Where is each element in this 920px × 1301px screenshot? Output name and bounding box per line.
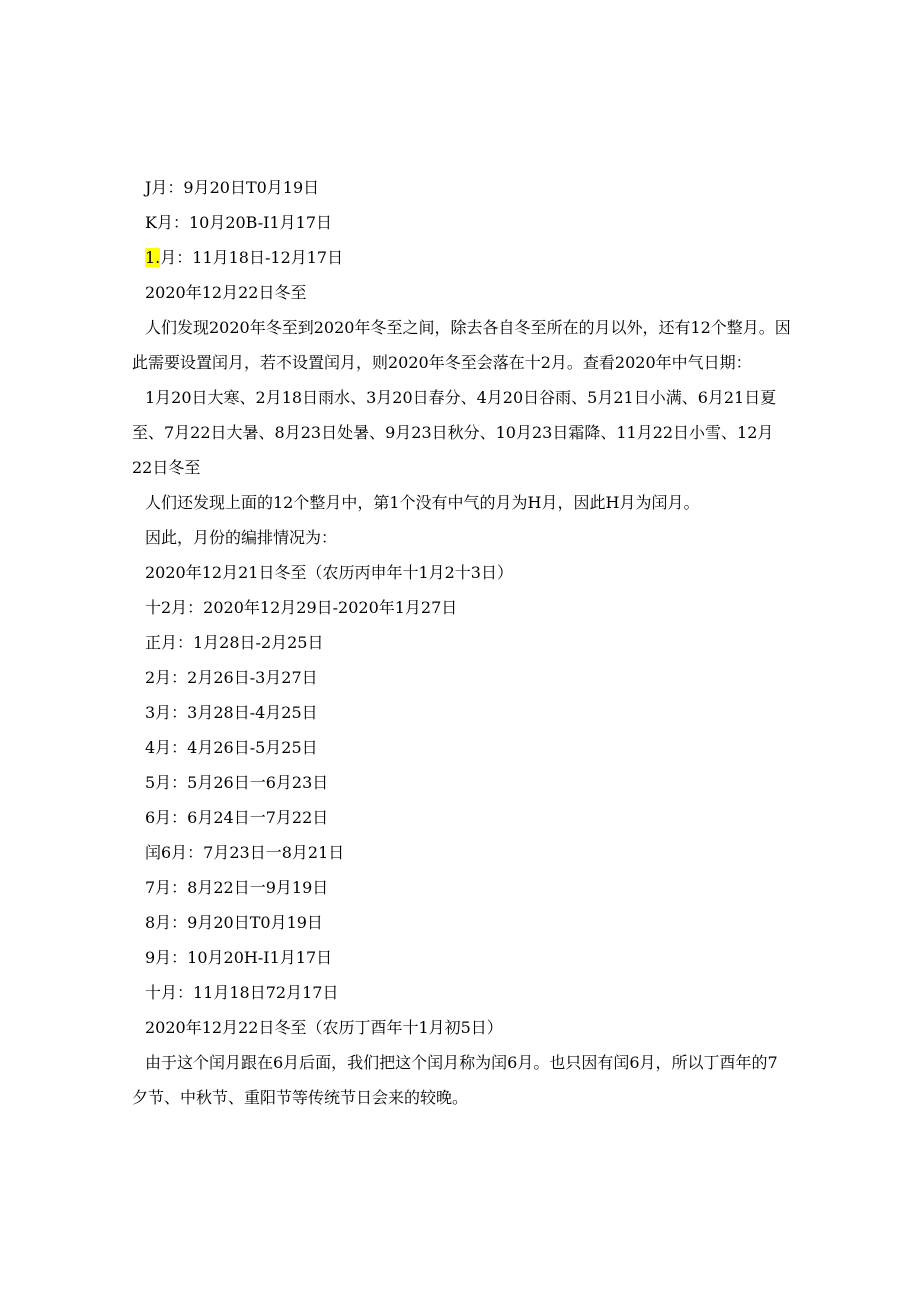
month-schedule-line: 7月：8月22日一9月19日 (145, 878, 329, 897)
month-schedule-line: 6月：6月24日一7月22日 (145, 808, 329, 827)
month-schedule-intro: 因此，月份的编排情况为： (145, 528, 338, 547)
month-schedule-line: 4月：4月26日-5月25日 (145, 738, 318, 757)
month-schedule-line: 2月：2月26日-3月27日 (145, 668, 318, 687)
month-line-l (0, 240, 920, 275)
month-schedule-line: 5月：5月26日一6月23日 (145, 773, 329, 792)
paragraph-zhongqi-dates: 1月20日大寒、2月18日雨水、3月20日春分、4月20日谷雨、5月21日小满、6月21日夏至、7月22日大暑、8月23日处暑、9月23日秋分、10月23日霜降、11月22日小雪、12月22日冬至 (132, 388, 777, 477)
month-schedule-line: 正月：1月28日-2月25日 (145, 633, 324, 652)
month-line-l-text: 月：11月18日-12月17日 (160, 248, 344, 267)
paragraph-conclusion: 由于这个闰月跟在6月后面，我们把这个闰月称为闰6月。也只因有闰6月，所以丁酉年的7夕节、中秋节、重阳节等传统节日会来的较晚。 (132, 1053, 778, 1107)
month-schedule-line: 3月：3月28日-4月25日 (145, 703, 318, 722)
month-schedule-line: 9月：10月20H-I1月17日 (145, 948, 333, 967)
highlighted-marker: 1. (145, 248, 161, 267)
paragraph-leap-month: 人们还发现上面的12个整月中，第1个没有中气的月为H月，因此H月为闰月。 (145, 493, 700, 512)
month-schedule-line: 十2月：2020年12月29日-2020年1月27日 (145, 598, 458, 617)
month-schedule-line: 闰6月：7月23日一8月21日 (145, 843, 345, 862)
document-body (0, 170, 920, 1115)
month-schedule-line: 2020年12月21日冬至（农历丙申年十1月2十3日） (145, 563, 513, 582)
month-schedule-line: 8月：9月20日T0月19日 (145, 913, 323, 932)
month-schedule-line: 2020年12月22日冬至（农历丁酉年十1月初5日） (145, 1018, 503, 1037)
month-line-j: J月：9月20日T0月19日 (145, 178, 320, 197)
solstice-line: 2020年12月22日冬至 (145, 283, 307, 302)
month-line-k: K月：10月20B-I1月17日 (145, 213, 332, 232)
paragraph-finding: 人们发现2020年冬至到2020年冬至之间，除去各自冬至所在的月以外，还有12个整月。因此需要设置闰月，若不设置闰月，则2020年冬至会落在十2月。查看2020年中气日期： (132, 318, 791, 372)
month-schedule-line: 十月：11月18日72月17日 (145, 983, 339, 1002)
